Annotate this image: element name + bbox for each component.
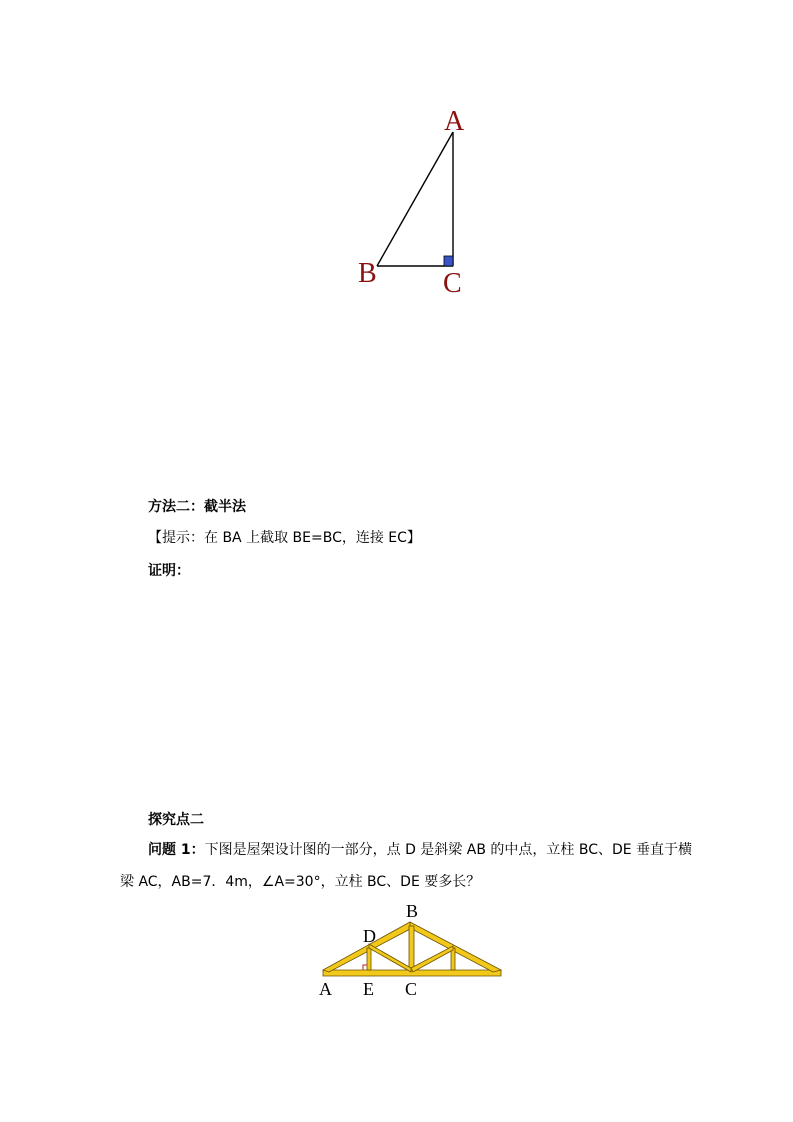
truss-label-d: D bbox=[363, 926, 376, 946]
label-c: C bbox=[443, 268, 462, 299]
right-triangle-figure bbox=[350, 100, 480, 300]
post-bc bbox=[409, 926, 414, 970]
truss-label-b: B bbox=[406, 901, 419, 921]
roof-truss-figure bbox=[315, 900, 510, 1000]
post-de bbox=[367, 948, 371, 970]
label-a: A bbox=[444, 106, 465, 137]
side-ab bbox=[377, 132, 453, 266]
brace-dc bbox=[369, 944, 411, 972]
brace-c-right bbox=[411, 946, 453, 972]
right-angle-marker-e bbox=[363, 965, 367, 970]
truss-label-a: A bbox=[319, 979, 332, 999]
post-right bbox=[451, 948, 455, 970]
tie-beam-ac bbox=[323, 970, 501, 976]
question-1-text-1: 下图是屋架设计图的一部分，点 D 是斜梁 AB 的中点，立柱 BC、DE 垂直于横 bbox=[204, 842, 693, 858]
method2-hint: 【提示：在 BA 上截取 BE=BC，连接 EC】 bbox=[148, 530, 421, 546]
truss-label-e: E bbox=[363, 979, 374, 999]
question-1-label: 问题 1： bbox=[148, 842, 205, 858]
question-1-line-2: 梁 AC，AB=7．4m，∠A=30°，立柱 BC、DE 要多长？ bbox=[120, 874, 481, 890]
right-angle-marker bbox=[444, 256, 453, 266]
label-b: B bbox=[358, 258, 377, 289]
truss-label-c: C bbox=[405, 979, 418, 999]
method2-title: 方法二：截半法 bbox=[148, 499, 246, 515]
explore2-title: 探究点二 bbox=[148, 812, 204, 828]
question-1-line-1 bbox=[148, 840, 692, 860]
proof-label: 证明： bbox=[148, 563, 190, 579]
